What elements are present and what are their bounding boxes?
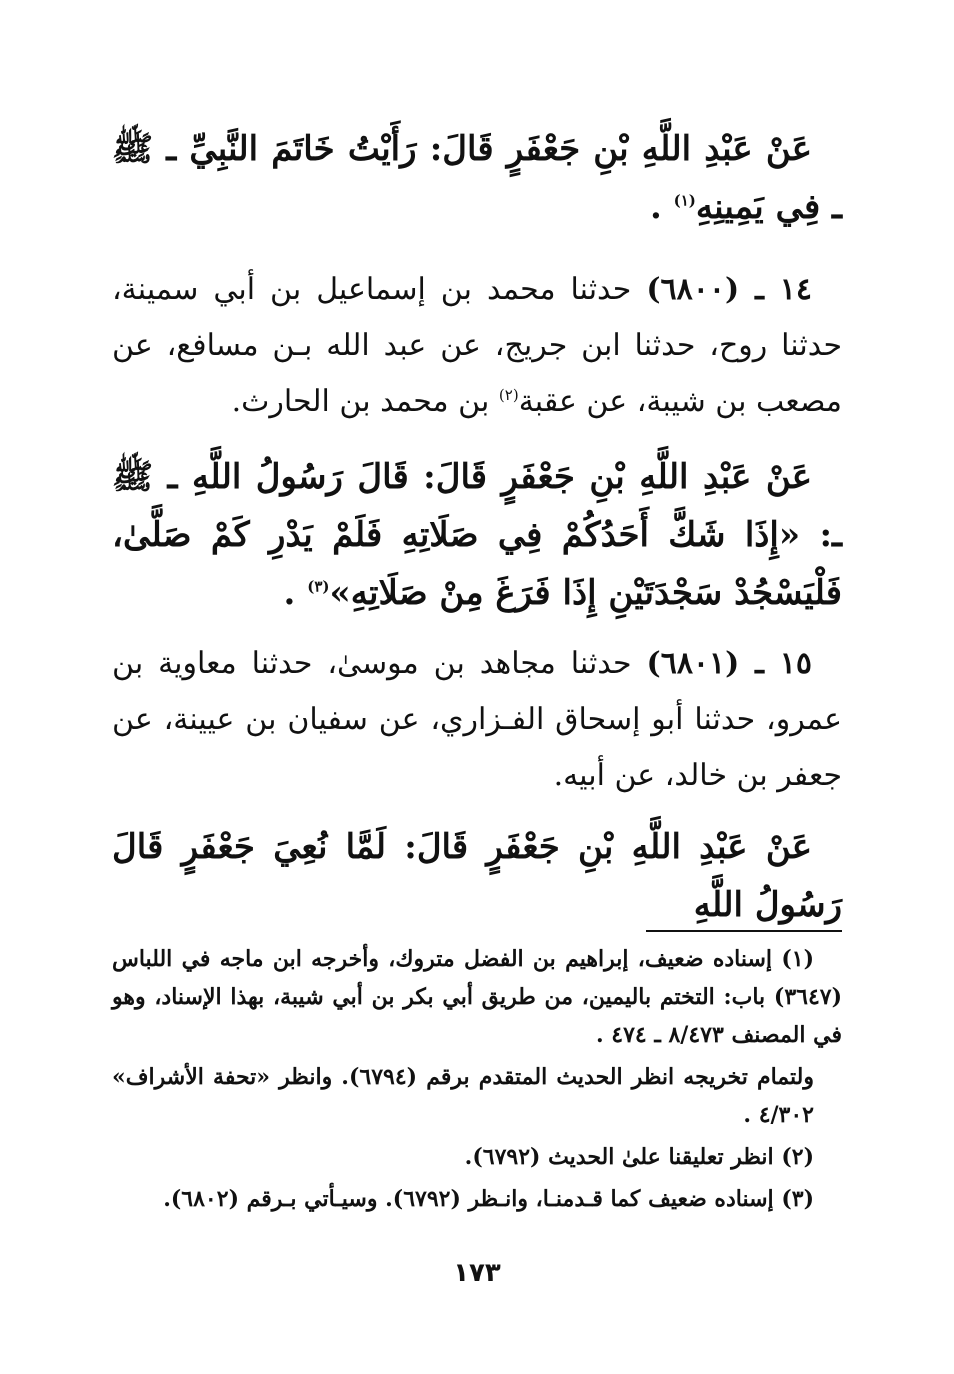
isnad-14 [112, 262, 842, 430]
hadith-number-15: ١٥ ـ (٦٨٠١) [646, 646, 812, 681]
footnote-2-number: (٢) [781, 1144, 814, 1170]
footnote-3-text: إسناده ضعيف كما قـدمنـا، وانـظر (٦٧٩٢). وسيـأتي بـرقم (٦٨٠٢). [163, 1186, 774, 1212]
isnad-15 [112, 636, 842, 804]
footnote-3 [112, 1180, 842, 1218]
footnote-1-text: إسناده ضعيف، إبراهيم بن الفضل متروك، وأخرجه ابن ماجه في اللباس (٣٦٤٧) باب: التختم باليمين، من طريق أبي بكر بن أبي شيبة، بهذا الإسناد، وهو في المصنف ٨/٤٧٣ ـ ٤٧٤ . [112, 946, 842, 1048]
footnote-separator [646, 930, 842, 932]
footnote-1-continued [112, 1058, 842, 1134]
hadith-text-1 [112, 120, 842, 236]
isnad-14-text-after: بن محمد بن الحارث. [231, 384, 490, 419]
hadith-2-body: عَنْ عَبْدِ اللَّهِ بْنِ جَعْفَرٍ قَالَ: قَالَ رَسُولُ اللَّهِ ـ ﷺ ـ: «إِذَا شَكَّ أَحَدُكُمْ فِي صَلَاتِهِ فَلَمْ يَدْرِ كَمْ صَلَّىٰ، فَلْيَسْجُدْ سَجْدَتَيْنِ إِذَا فَرَغَ مِنْ صَلَاتِهِ» [112, 457, 842, 613]
footnote-marker-1: (١) [673, 191, 696, 210]
hadith-1-body: عَنْ عَبْدِ اللَّهِ بْنِ جَعْفَرٍ قَالَ: رَأَيْتُ خَاتَمَ النَّبِيِّ ـ ﷺ ـ فِي يَمِينِهِ [112, 129, 842, 227]
footnote-1b-text: ولتمام تخريجه انظر الحديث المتقدم برقم (٦٧٩٤). وانظر «تحفة الأشراف» ٤/٣٠٢ . [112, 1064, 814, 1128]
isnad-14-text: حدثنا محمد بن إسماعيل بن أبي سمينة، حدثنا روح، حدثنا ابن جريج، عن عبد الله بـن مسافع، عن مصعب بن شيبة، عن عقبة [112, 272, 842, 419]
footnote-3-number: (٣) [781, 1186, 814, 1212]
footnote-marker-2: (٢) [498, 386, 519, 404]
footnote-2 [112, 1138, 842, 1176]
footnote-2-text: انظر تعليقنا علىٰ الحديث (٦٧٩٢). [464, 1144, 774, 1170]
hadith-1-end: . [649, 187, 662, 227]
footnote-1 [112, 940, 842, 1054]
footnotes [112, 940, 842, 1222]
hadith-3-body: عَنْ عَبْدِ اللَّهِ بْنِ جَعْفَرٍ قَالَ: لَمَّا نُعِيَ جَعْفَرٍ قَالَ رَسُولُ اللَّهِ [112, 827, 842, 925]
isnad-15-text: حدثنا مجاهد بن موسىٰ، حدثنا معاوية بن عمرو، حدثنا أبو إسحاق الفـزاري، عن سفيان بن عيينة، عن جعفر بن خالد، عن أبيه. [112, 646, 842, 793]
hadith-2-end: . [283, 573, 296, 613]
hadith-text-2 [112, 448, 842, 622]
footnote-marker-3: (٣) [307, 577, 330, 596]
hadith-text-3 [112, 818, 842, 934]
page-number: ١٧٣ [453, 1258, 501, 1288]
hadith-number-14: ١٤ ـ (٦٨٠٠) [646, 272, 813, 307]
footnote-1-number: (١) [781, 946, 814, 972]
